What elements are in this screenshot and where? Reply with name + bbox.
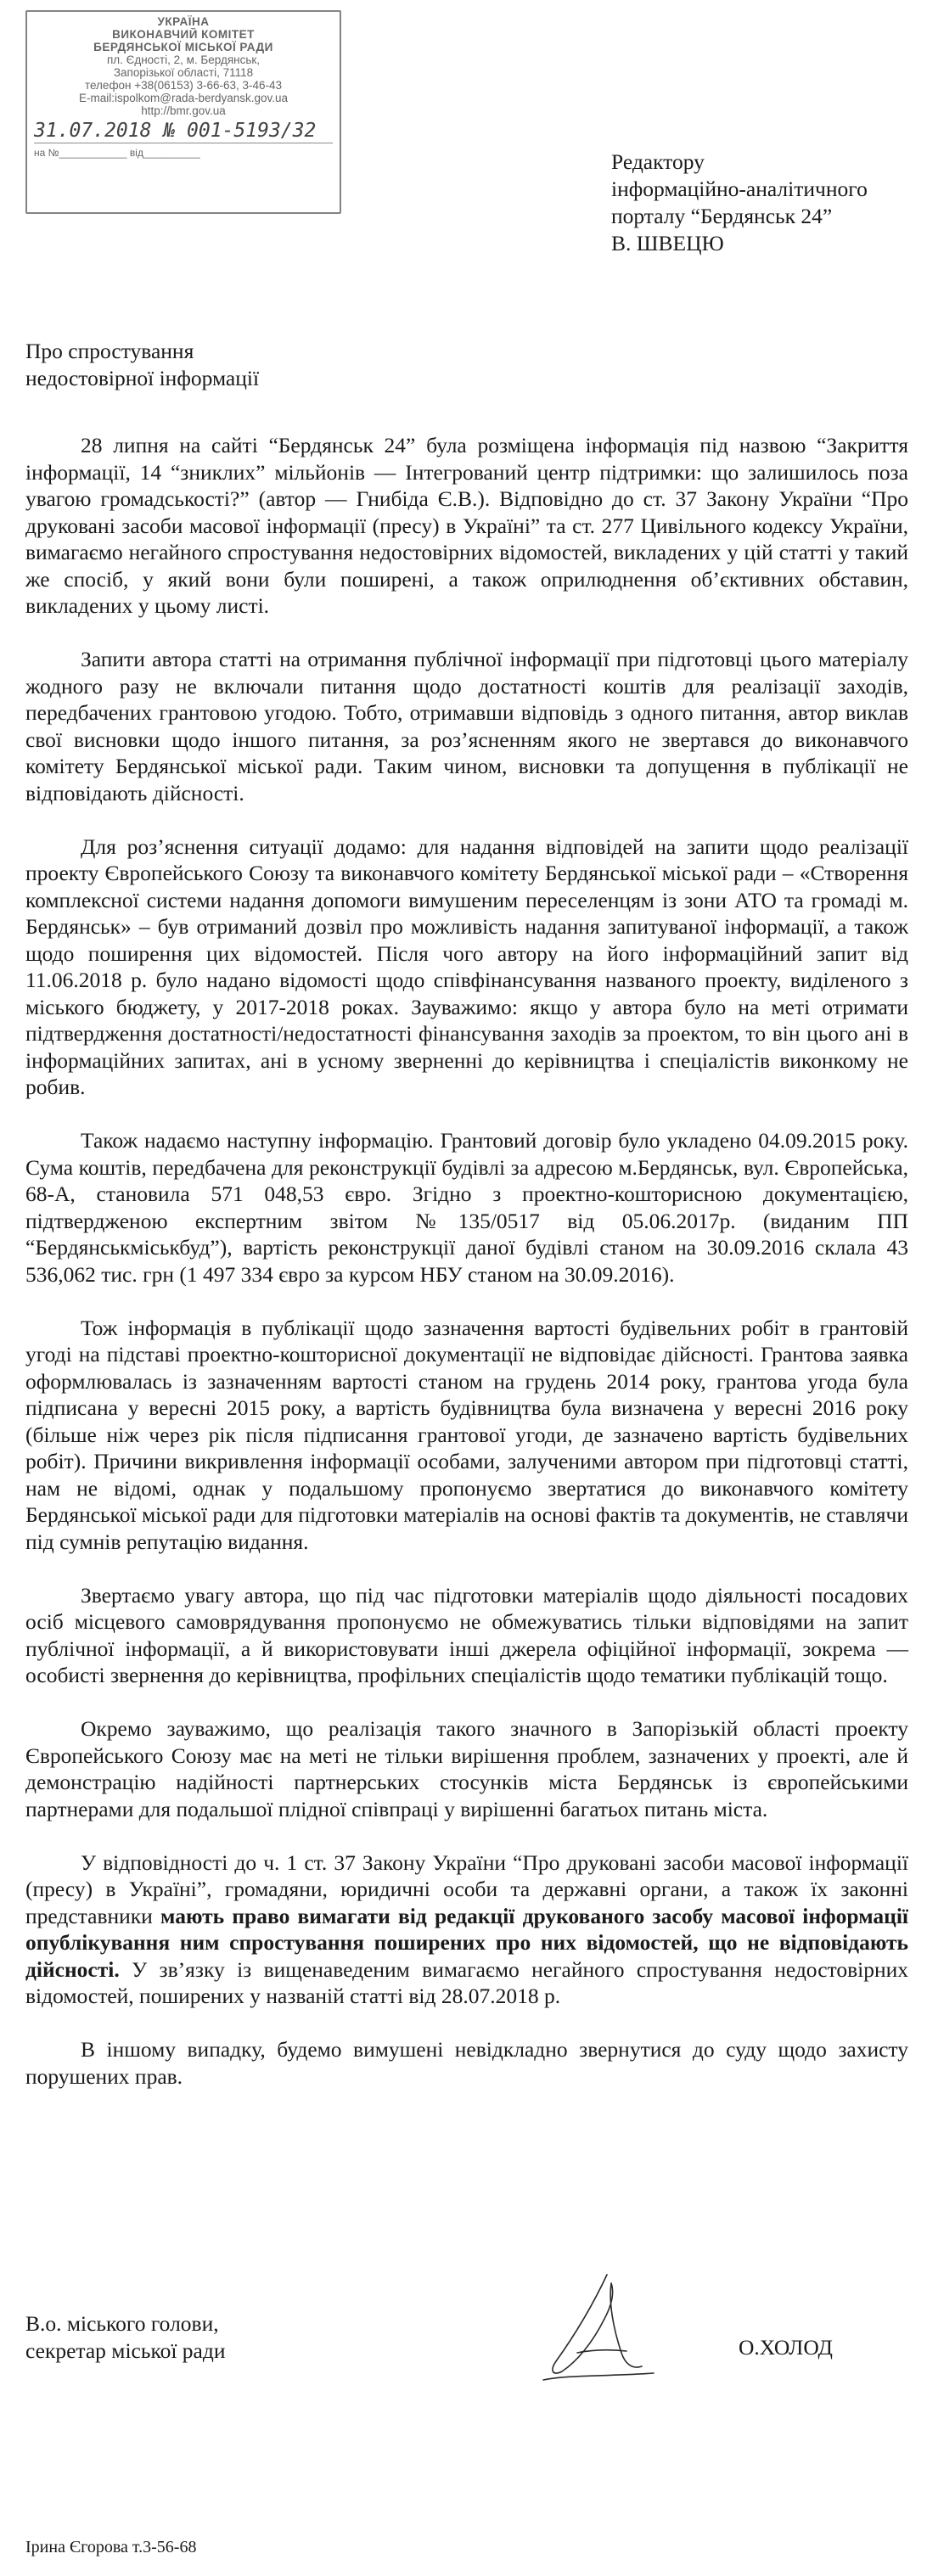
- outgoing-number: 31.07.2018 № 001-5193/32: [34, 119, 333, 143]
- executor-contact: Ірина Єгорова т.3-56-68: [25, 2538, 197, 2556]
- paragraph: [25, 1849, 908, 2010]
- signatory-title-line: секретар міської ради: [25, 2338, 226, 2363]
- stamp-line: Запорізької області, 71118: [113, 66, 254, 79]
- stamp-line: пл. Єдності, 2, м. Бердянськ,: [106, 53, 261, 66]
- addressee-line: Редактору: [611, 149, 705, 174]
- paragraph-text: У відповідності до ч. 1 ст. 37 Закону України “Про друковані засоби масової інформації (пресу) в Україні”, громадяни, юридичні особи та державні органи, а також їх законні представники: [25, 1849, 908, 1928]
- subject-line: недостовірної інформації: [25, 366, 260, 390]
- paragraph: Окремо зауважимо, що реалізація такого значного в Запорізькій області проекту Європейського Союзу має на меті не тільки вирішення проблем, зазначених у проекті, але й демонстрацію надійності партнерських стосунків міста Бердянськ із європейськими партнерами для подальшої плідної співпраці у вирішенні багатьох питань міста.: [25, 1716, 908, 1821]
- paragraph: Звертаємо увагу автора, що під час підготовки матеріалів щодо діяльності посадових осіб місцевого самоврядування пропонуємо не обмежуватись тільки відповідями на запит публічної інформації, а й використовувати інші джерела офіційної інформації, зокрема — особисті звернення до керівництва, профільних спеціалістів щодо тематики публікацій тощо.: [25, 1582, 908, 1687]
- signatory-title-line: В.о. міського голови,: [25, 2311, 219, 2336]
- institution-stamp: [25, 10, 341, 214]
- subject-line: Про спростування: [25, 339, 194, 363]
- paragraph: Для роз’яснення ситуації додамо: для надання відповідей на запити щодо реалізації проекту Європейського Союзу та виконавчого комітету Бердянської міської ради – «Створення комплексної системи надання допомоги вимушеним переселенцям із зони АТО та громаді м. Бердянськ» – був отриманий дозвіл про можливість надання запитуваної інформації, а також щодо поширення цих відомостей. Після чого автору на його інформаційний запит від 11.06.2018 р. було надано відомості щодо співфінансування названого проекту, виділеного з міського бюджету, у 2017-2018 роках. Зауважимо: якщо у автора було на меті отримати підтвердження достатності/недостатності фінансування заходів за проектом, то він цього ані в інформаційних запитах, ані в усному зверненні до керівництва і спеціалістів виконкому не робив.: [25, 833, 908, 1099]
- addressee-line: інформаційно-аналітичного: [611, 177, 868, 201]
- handwritten-signature: [526, 2268, 671, 2395]
- signatory-title: [25, 2310, 225, 2365]
- stamp-line: УКРАЇНА: [157, 15, 210, 28]
- stamp-line: БЕРДЯНСЬКОЇ МІСЬКОЇ РАДИ: [93, 41, 273, 53]
- addressee-line: порталу “Бердянськ 24”: [611, 204, 833, 228]
- reference-number-line: на №____________ від__________: [34, 147, 200, 159]
- paragraph: 28 липня на сайті “Бердянськ 24” була розміщена інформація під назвою “Закриття інформації, 14 “зниклих” мільйонів — Інтегрований центр підтримки: що залишилось поза увагою громадськості?” (автор — Гнибіда Є.В.). Відповідно до ст. 37 Закону України “Про друковані засоби масової інформації (пресу) в Україні” та ст. 277 Цивільного кодексу України, вимагаємо негайного спростування недостовірних відомостей, викладених у цій статті у такий же спосіб, у який вони були поширені, а також оприлюднення об’єктивних обставин, викладених у цьому листі.: [25, 433, 908, 618]
- letter-body: [25, 432, 908, 2090]
- paragraph: Запити автора статті на отримання публічної інформації при підготовці цього матеріалу жодного разу не включали питання щодо достатності коштів для реалізації заходів, передбачених грантовою угодою. Тобто, отримавши відповідь з одного питання, автор виклав свої висновки щодо іншого питання, за роз’ясненням якого не звертався до виконавчого комітету Бердянської міської ради. Таким чином, висновки та допущення в публікації не відповідають дійсності.: [25, 647, 908, 805]
- addressee-line: В. ШВЕЦЮ: [611, 231, 724, 255]
- paragraph-bold-text: мають право вимагати від редакції друкованого засобу масової інформації опублікування ним спростування поширених про них відомостей, що не відповідають дійсності.: [25, 1903, 909, 1982]
- paragraph: Тож інформація в публікації щодо зазначення вартості будівельних робіт в грантовій угоді на підставі проектно-кошторисної документації не відповідає дійсності. Грантова заявка оформлювалась із зазначенням вартості станом на грудень 2014 року, грантова угода була підписана у вересні 2015 року, а вартість будівництва була визначена у вересні 2016 року (більше ніж через рік після підписання грантової угоди, де зазначено вартість будівельних робіт). Причини викривлення інформації особами, залученими автором при підготовці статті, нам не відомі, однак у подальшому пропонуємо звертатися до виконавчого комітету Бердянської міської ради для підготовки матеріалів на основі фактів та документів, не ставлячи під сумнів репутацію видання.: [25, 1315, 908, 1554]
- stamp-line: ВИКОНАВЧИЙ КОМІТЕТ: [112, 28, 255, 41]
- paragraph: Також надаємо наступну інформацію. Грантовий договір було укладено 04.09.2015 року. Сума коштів, передбачена для реконструкції будівлі за адресою м.Бердянськ, вул. Європейська, 68-А, становила 571 048,53 євро. Згідно з проектно-кошторисною документацією, підтвердженою експертним звітом №135/0517 від 05.06.2017р. (виданим ПП “Бердянськміськбуд”), вартість реконструкції даної будівлі станом на 30.09.2016 склала 43 536,062 тис. грн (1 497 334 євро за курсом НБУ станом на 30.09.2016).: [25, 1128, 908, 1287]
- stamp-line: телефон +38(06153) 3-66-63, 3-46-43: [84, 79, 283, 92]
- signatory-name: О.ХОЛОД: [739, 2335, 833, 2360]
- paragraph-text: У зв’язку із вищенаведеним вимагаємо негайного спростування недостовірних відомостей, поширених у названій статті від 28.07.2018 р.: [25, 1956, 908, 2008]
- addressee-block: [611, 149, 868, 257]
- letter-subject: [25, 338, 259, 392]
- stamp-line: http://bmr.gov.ua: [141, 104, 226, 117]
- paragraph: В іншому випадку, будемо вимушені невідкладно звернутися до суду щодо захисту порушених прав.: [25, 2037, 908, 2089]
- stamp-line: E-mail:ispolkom@rada-berdyansk.gov.ua: [78, 92, 289, 104]
